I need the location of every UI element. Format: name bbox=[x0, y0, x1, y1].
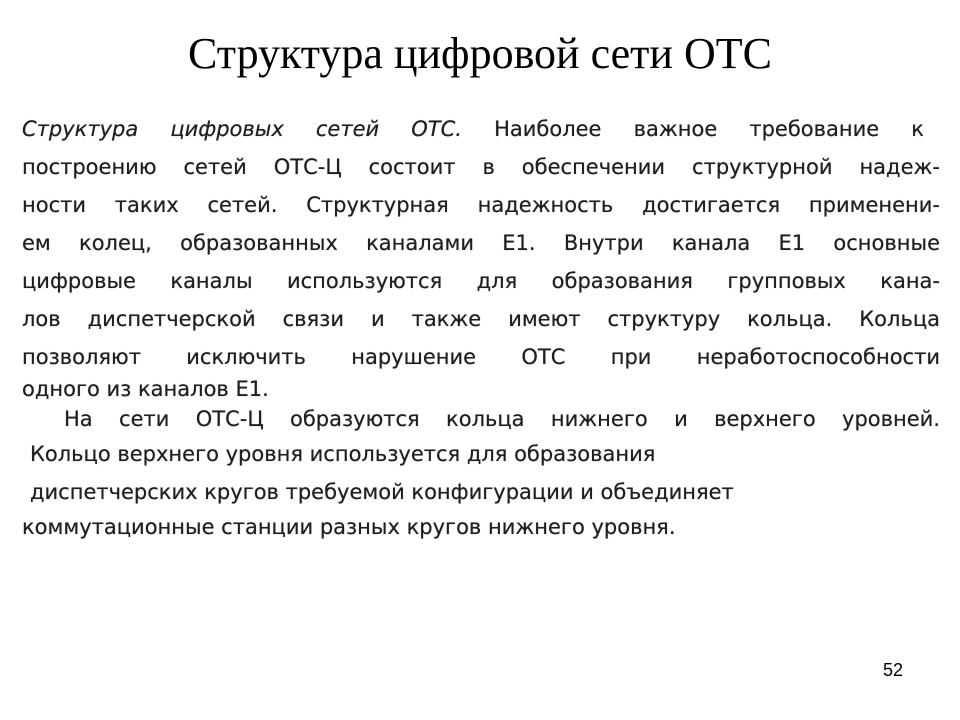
text-line: ности таких сетей. Структурная надежность достигается применени- bbox=[22, 193, 940, 217]
text-line: позволяют исключить нарушение ОТС при неработоспособности bbox=[22, 345, 940, 369]
text-line: коммутационные станции разных кругов нижнего уровня. bbox=[22, 515, 676, 539]
text-line: лов диспетчерской связи и также имеют структуру кольца. Кольца bbox=[22, 307, 940, 331]
text-line: диспетчерских кругов требуемой конфигурации и объединяет bbox=[30, 480, 734, 504]
text-line: одного из каналов Е1. bbox=[22, 377, 269, 401]
slide-title: Структура цифровой сети ОТС bbox=[188, 29, 772, 78]
text-line: ем колец, образованных каналами Е1. Внутри канала Е1 основные bbox=[22, 231, 940, 255]
text-line: На сети ОТС-Ц образуются кольца нижнего и верхнего уровней. bbox=[64, 407, 940, 431]
text-line bbox=[22, 112, 924, 146]
text-fragment: Наиболее важное требование к bbox=[461, 117, 924, 141]
page-number: 52 bbox=[882, 660, 904, 680]
text-line: цифровые каналы используются для образования групповых кана- bbox=[22, 269, 940, 293]
text-line: Кольцо верхнего уровня используется для образования bbox=[30, 442, 656, 466]
text-line: построению сетей ОТС-Ц состоит в обеспечении структурной надеж- bbox=[22, 155, 940, 179]
italic-lead-phrase: Структура цифровых сетей ОТС. bbox=[22, 117, 462, 141]
